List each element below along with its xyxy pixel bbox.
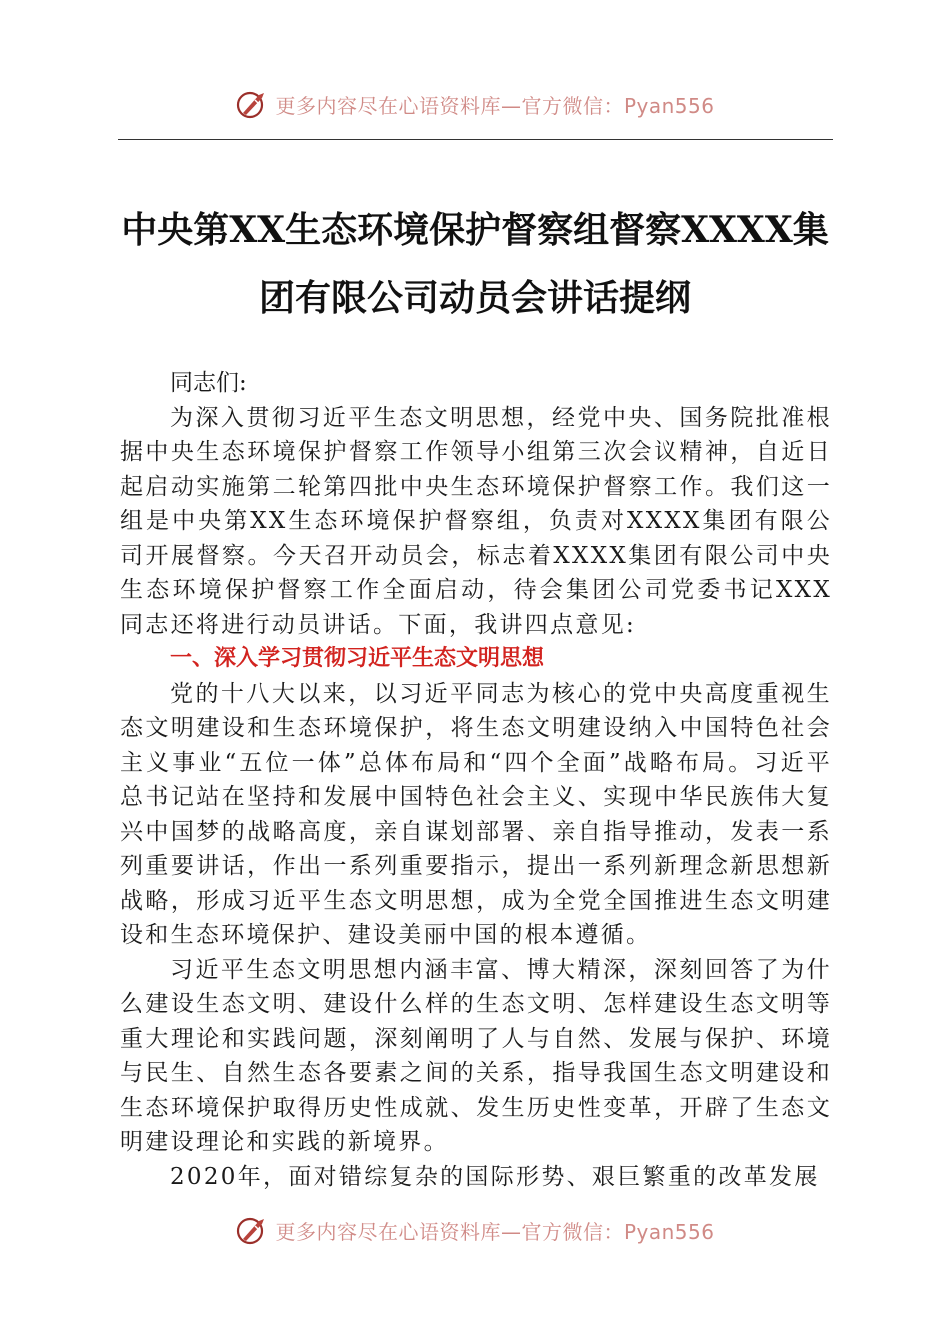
watermark-text: 更多内容尽在心语资料库—官方微信：Pyan556 xyxy=(275,1219,715,1244)
paragraph-body: 党的十八大以来，以习近平同志为核心的党中央高度重视生态文明建设和生态环境保护，将生态文明建设纳入中国特色社会主义事业“五位一体”总体布局和“四个全面”战略布局。习近平总书记站在坚持和发展中国特色社会主义、实现中华民族伟大复兴中国梦的战略高度，亲自谋划部署、亲自指导推动，发表一系列重要讲话，作出一系列重要指示，提出一系列新理念新思想新战略，形成习近平生态文明思想，成为全党全国推进生态文明建设和生态环境保护、建设美丽中国的根本遵循。 xyxy=(120,680,832,948)
header-divider xyxy=(118,139,833,140)
paragraph-body: 2020年，面对错综复杂的国际形势、艰巨繁重的改革发展 xyxy=(170,1163,820,1190)
title-line-2: 团有限公司动员会讲话提纲 xyxy=(258,277,691,320)
title-line-1: 中央第XX生态环境保护督察组督察XXXX集 xyxy=(121,209,829,252)
footer-watermark xyxy=(0,1210,950,1250)
pen-nib-logo-icon xyxy=(235,1213,269,1247)
pen-nib-logo-icon xyxy=(235,87,269,121)
section-heading-1: 一、深入学习贯彻习近平生态文明思想 xyxy=(170,646,545,671)
header-watermark xyxy=(0,84,950,124)
greeting: 同志们: xyxy=(170,370,247,396)
paragraph-body: 习近平生态文明思想内涵丰富、博大精深，深刻回答了为什么建设生态文明、建设什么样的生态文明、怎样建设生态文明等重大理论和实践问题，深刻阐明了人与自然、发展与保护、环境与民生、自然生态各要素之间的关系，指导我国生态文明建设和生态环境保护取得历史性成就、发生历史性变革，开辟了生态文明建设理论和实践的新境界。 xyxy=(120,956,832,1155)
document-title xyxy=(110,196,840,332)
paragraph-intro: 为深入贯彻习近平生态文明思想，经党中央、国务院批准根据中央生态环境保护督察工作领导小组第三次会议精神，自近日起启动实施第二轮第四批中央生态环境保护督察工作。我们这一组是中央第XX生态环境保护督察组，负责对XXXX集团有限公司开展督察。今天召开动员会，标志着XXXX集团有限公司中央生态环境保护督察工作全面启动，待会集团公司党委书记XXX同志还将进行动员讲话。下面，我讲四点意见: xyxy=(120,404,832,638)
document-body xyxy=(120,366,832,1194)
watermark-text: 更多内容尽在心语资料库—官方微信：Pyan556 xyxy=(275,93,715,118)
